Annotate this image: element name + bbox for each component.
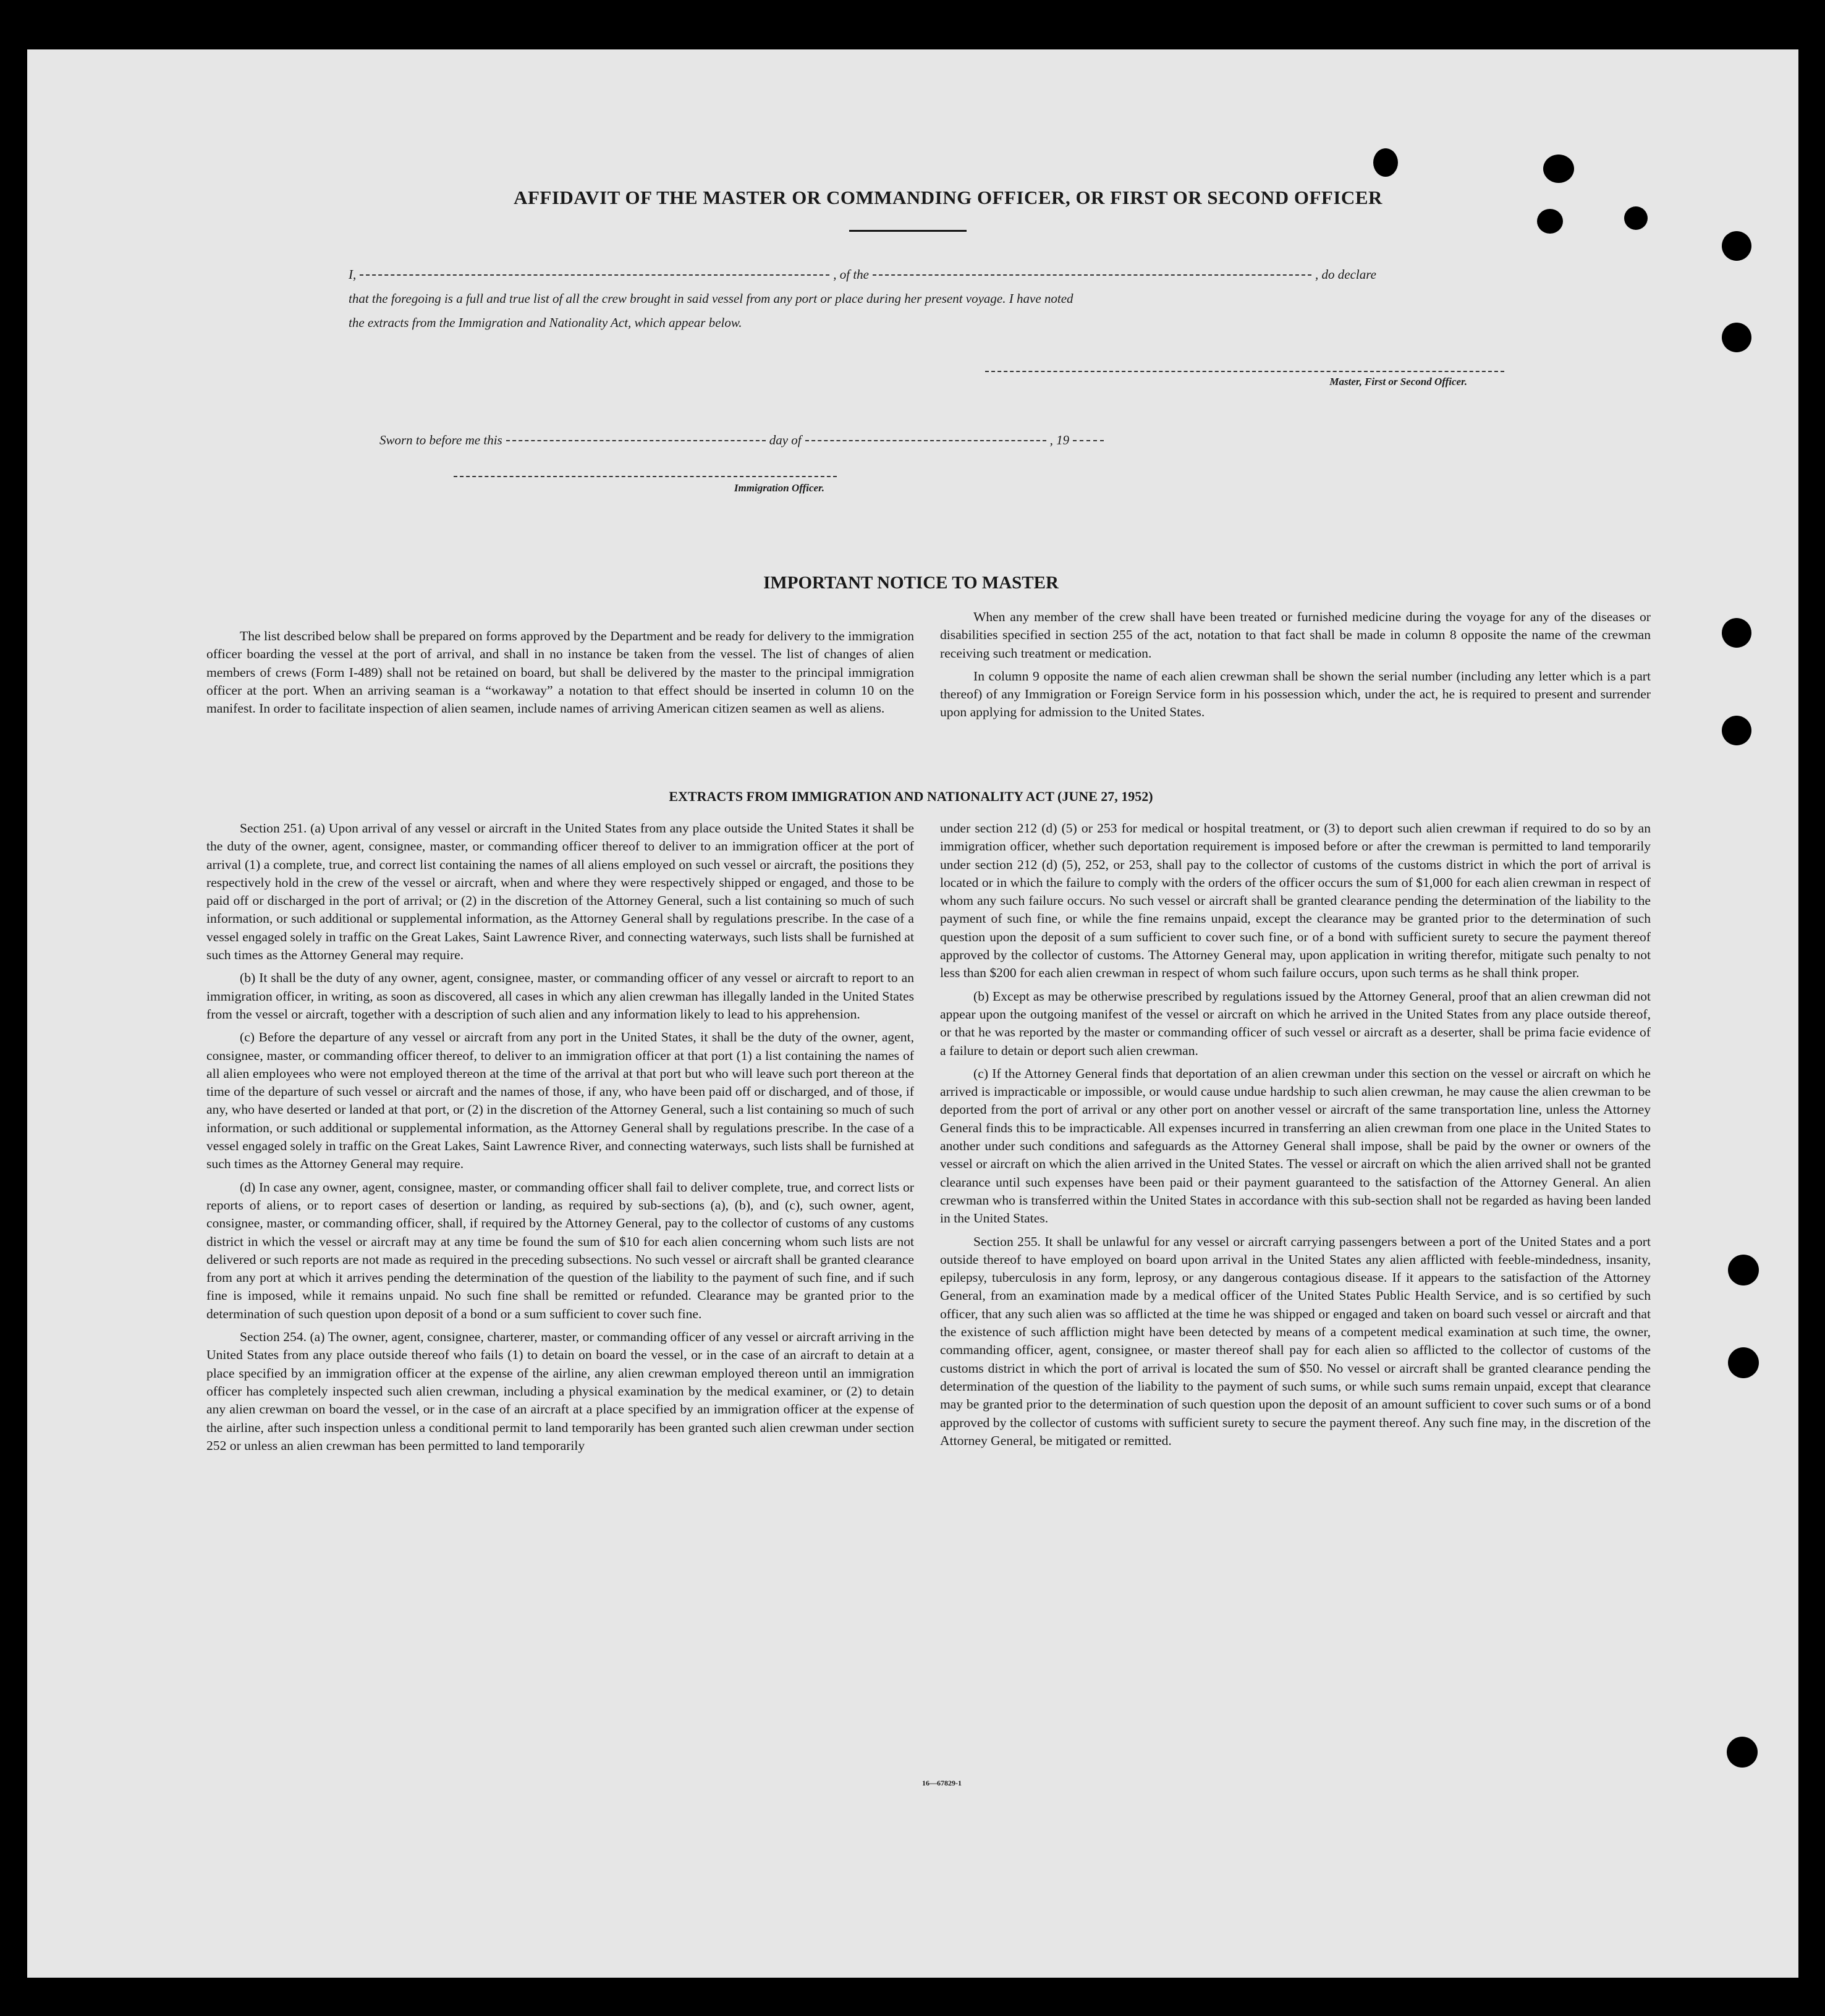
form-number: 16—67829-1 [922,1779,962,1787]
notice-paragraph: When any member of the crew shall have been treated or furnished medicine during the voyage for any of the diseases or disabilities specified in section 255 of the act, notation to that fact shall be made in column 8 opposite the name of the crewman receiving such treatment or medication. [940,609,1651,661]
section-251-c: (c) Before the departure of any vessel or aircraft from any port in the United States, it shall be the duty of the owner, agent, consignee, master, or commanding officer thereof, to deliver to an immigration officer at that port (1) a list containing the names of all alien employees who were not employed thereon at the time of the arrival at that port but who will leave such port thereon at the time of the departure of such vessel or aircraft and the names of those, if any, who have been paid off or discharged, and of those, if any, who have deserted or landed at that port, or (2) in the discretion of the Attorney General, such a list containing so much of such information, or such additional or supplemental information, as the Attorney General shall by regulations prescribe. In the case of a vessel engaged solely in traffic on the Great Lakes, Saint Lawrence River, and connecting waterways, such lists shall be furnished at such times as the Attorney General may require. [206,1030,914,1172]
name-blank [360,274,829,276]
notice-paragraph: The list described below shall be prepared on forms approved by the Department and be ready for delivery to the immigration officer boarding the vessel at the port of arrival, and shall in no instance be taken from the vessel. The list of changes of alien members of crews (Form I-489) shall not be retained on board, but shall be delivered by the master to the principal immigration officer at the port. When an arriving seaman is a “workaway” a notation to that effect should be inserted in column 10 on the manifest. In order to facilitate inspection of alien seamen, include names of arriving American citizen seamen as well as aliens. [206,629,914,716]
extracts-title: EXTRACTS FROM IMMIGRATION AND NATIONALITY ACT (JUNE 27, 1952) [669,789,1153,804]
notice-right-column [940,608,1651,722]
notice-paragraph: In column 9 opposite the name of each alien crewman shall be shown the serial number (including any letter which is a part thereof) of any Immigration or Foreign Service form in his possession which, under the act, he is required to present and surrender upon applying for admission to the United States. [940,668,1651,720]
immigration-officer-label: Immigration Officer. [734,482,824,494]
vessel-blank [873,274,1311,276]
notice-title: IMPORTANT NOTICE TO MASTER [763,573,1059,593]
notice-left-column [206,627,914,718]
title-underline [849,230,967,232]
declaration-line-1 [349,263,1510,287]
section-254-a-continued: under section 212 (d) (5) or 253 for medical or hospital treatment, or (3) to deport such alien crewman if required to do so by an immigration officer, whether such deportation requirement is imposed before or after the crewman is permitted to land temporarily under section 212 (d) (5), 252, or 253, shall pay to the collector of customs of the customs district in which the port of arrival is located or in which the failure to comply with the orders of the officer occurs the sum of $1,000 for each alien crewman in respect of whom any such failure occurs. No such vessel or aircraft shall be granted clearance pending the determination of the liability to the payment of such fine, or while the fine remains unpaid, except the clearance may be granted prior to the determination of such question upon the deposit of a sum sufficient to cover such fine, or of a bond with sufficient surety to secure the payment thereof approved by the collector of customs. The Attorney General may, upon application in writing therefor, mitigate such penalty to not less than $200 for each alien crewman in respect of whom such failure occurs, upon such terms as he shall think proper. [940,821,1651,981]
declaration-i: I, [349,267,357,282]
master-signature-line [985,371,1504,372]
section-254-c: (c) If the Attorney General finds that deportation of an alien crewman under this section on the vessel or aircraft on which he arrived is impracticable or impossible, or would cause undue hardship to such alien crewman, he may cause the alien crewman to be deported from the port of arrival or any other port on another vessel or aircraft of the same transportation line, unless the Attorney General finds this to be impracticable. All expenses incurred in transferring an alien crewman from one place in the United States to another under such conditions and safeguards as the Attorney General shall impose, shall be paid by the owner or owners of the vessel or aircraft on which the alien arrived in the United States. The vessel or aircraft on which the alien arrived shall not be granted clearance until such expenses have been paid or their payment guaranteed to the satisfaction of the Attorney General. An alien crewman who is transferred within the United States in accordance with this sub-section shall not be regarded as having been landed in the United States. [940,1065,1651,1226]
declaration-of-the: , of the [833,267,869,282]
extracts-left-column [206,820,914,1455]
section-255: Section 255. It shall be unlawful for any vessel or aircraft carrying passengers between a port of the United States and a port outside thereof to have employed on board upon arrival in the United States any alien afflicted with feeble-mindedness, insanity, epilepsy, tuberculosis in any form, leprosy, or any dangerous contagious disease. If it appears to the satisfaction of the Attorney General, from an examination made by a medical officer of the United States Public Health Service, and is so certified by such officer, that any such alien was so afflicted at the time he was shipped or engaged and taken on board such vessel or aircraft and that the existence of such affliction might have been detected by means of a competent medical examination at such time, the owner, commanding officer, agent, consignee, or master thereof shall pay for each alien so afflicted to the collector of customs of the customs district in which the port of arrival is located the sum of $50. No vessel or aircraft shall be granted clearance pending the determination of the question of the liability to the payment of such sums, or while such sums remain unpaid, except that clearance may be granted prior to the determination of such question upon the deposit of an amount sufficient to cover such sums or of a bond approved by the collector of customs with sufficient surety to secure the payment thereof. Any such fine may, in the discretion of the Attorney General, be mitigated or remitted. [940,1234,1651,1448]
affidavit-title: AFFIDAVIT OF THE MASTER OR COMMANDING OFFICER, OR FIRST OR SECOND OFFICER [514,187,1383,208]
declaration-line-2: that the foregoing is a full and true list of all the crew brought in said vessel from any port or place during her present voyage. I have noted [349,291,1073,306]
sworn-line [379,433,1245,448]
section-251-b: (b) It shall be the duty of any owner, agent, consignee, master, or commanding officer of any vessel or aircraft to report to an immigration officer, in writing, as soon as discovered, all cases in which any alien crewman has illegally landed in the United States from the vessel or aircraft, together with a description of such alien and any information likely to lead to his apprehension. [206,970,914,1022]
document-page [27,49,1798,1978]
declaration-do-declare: , do declare [1315,267,1376,282]
section-251-a: Section 251. (a) Upon arrival of any vessel or aircraft in the United States from any place outside the United States it shall be the duty of the owner, agent, consignee, master, or commanding officer thereof to deliver to an immigration officer at the port of arrival (1) a complete, true, and correct list containing the names of all aliens employed on such vessel or aircraft, the positions they respectively hold in the crew of the vessel or aircraft, when and where they were respectively shipped or engaged, and those to be paid off or discharged in the port of arrival; or (2) in the discretion of the Attorney General, such a list containing so much of such information, or such additional or supplemental information, as the Attorney General shall by regulations prescribe. In the case of a vessel engaged solely in traffic on the Great Lakes, Saint Lawrence River, and connecting waterways, such lists shall be furnished at such times as the Attorney General may require. [206,821,914,963]
sworn-day-of: day of [769,433,802,447]
sworn-day-blank [506,439,766,441]
sworn-year: , 19 [1049,433,1070,447]
extracts-right-column [940,820,1651,1450]
section-254-a: Section 254. (a) The owner, agent, consignee, charterer, master, or commanding officer of any vessel or aircraft arriving in the United States from any place outside thereof who fails (1) to detain on board the vessel, or in the case of an aircraft to detain at a place specified by an immigration officer at the expense of the airline, any alien crewman employed thereon until an immigration officer has completely inspected such alien crewman, including a physical examination by the medical examiner, or (2) to detain any alien crewman on board the vessel, or in the case of an aircraft at a place specified by an immigration officer at the expense of the airline, after such inspection unless a conditional permit to land temporarily has been granted such alien crewman under section 252 or unless an alien crewman has been permitted to land temporarily [206,1329,914,1453]
sworn-prefix: Sworn to before me this [379,433,502,447]
immigration-officer-line [454,476,837,477]
section-251-d: (d) In case any owner, agent, consignee, master, or commanding officer shall fail to deliver complete, true, and correct lists or reports of aliens, or to report cases of desertion or landing, as required by sub-sections (a), (b), and (c), such owner, agent, consignee, master, or commanding officer, shall, if required by the Attorney General, pay to the collector of customs of any customs district in which the vessel or aircraft may at any time be found the sum of $10 for each alien concerning whom such lists are not delivered or such reports are not made as required in the preceding subsections. No such vessel or aircraft shall be granted clearance from any port at which it arrives pending the determination of the question of the liability to the payment of such fine, and if such fine is imposed, while it remains unpaid. No such fine shall be remitted or refunded. Clearance may be granted prior to the determination of such question upon deposit of a bond or a sum sufficient to cover such fine. [206,1179,914,1321]
master-signature-label: Master, First or Second Officer. [1329,376,1467,388]
sworn-month-blank [805,439,1046,441]
declaration-line-3: the extracts from the Immigration and Nationality Act, which appear below. [349,315,742,330]
sworn-year-blank [1073,439,1104,441]
declaration-block [349,263,1510,335]
section-254-b: (b) Except as may be otherwise prescribed by regulations issued by the Attorney General, proof that an alien crewman did not appear upon the outgoing manifest of the vessel or aircraft on which he arrived in the United States from any place outside thereof, or that he was reported by the master or commanding officer of such vessel or aircraft as a deserter, shall be prima facie evidence of a failure to detain or deport such alien crewman. [940,988,1651,1058]
